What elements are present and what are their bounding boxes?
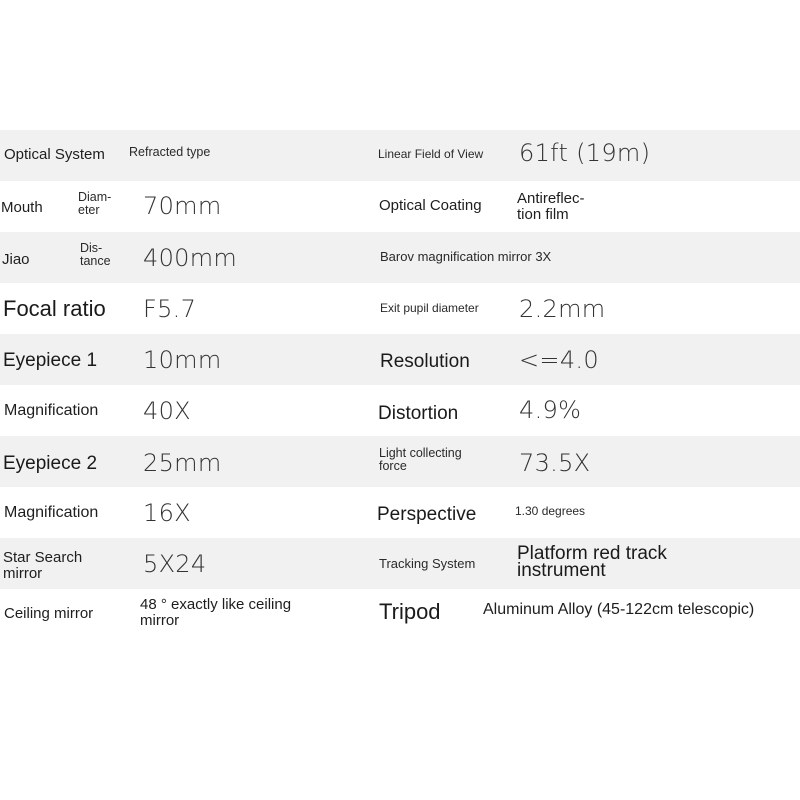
value-eyepiece-2: 25mm [143, 449, 222, 477]
spec-row-eyepiece-1 [0, 334, 800, 385]
spec-row-eyepiece-2 [0, 436, 800, 487]
label-light-collecting-force [379, 447, 499, 473]
spec-table [0, 130, 800, 640]
value-perspective: 1.30 degrees [515, 504, 586, 518]
value-tracking-system [517, 543, 717, 581]
label-resolution: Resolution [380, 351, 470, 372]
value-optical-coating [517, 191, 627, 223]
value-focal-distance: 400mm [143, 244, 238, 272]
value-linear-field-of-view: 61ft (19m) [519, 139, 651, 167]
label-star-search-mirror [3, 550, 123, 582]
value-magnification: 16X [143, 499, 191, 527]
label-perspective: Perspective [377, 504, 477, 525]
label-optical-coating: Optical Coating [379, 197, 482, 214]
label-tripod: Tripod [379, 599, 441, 624]
value-star-search-mirror: 5X24 [143, 550, 207, 578]
label-exit-pupil-diameter: Exit pupil diameter [380, 301, 479, 315]
label-eyepiece-1: Eyepiece 1 [3, 350, 98, 371]
value-ceiling-mirror-line-2: mirror [140, 611, 180, 629]
label-star-search-mirror-line-1: Star Search [3, 549, 83, 566]
label-ceiling-mirror: Ceiling mirror [4, 605, 94, 622]
value-resolution: <=4.0 [519, 346, 599, 374]
value-distortion: 4.9% [519, 396, 582, 424]
label-barov-magnification: Barov magnification mirror 3X [380, 249, 552, 264]
spec-row-ceiling-mirror [0, 589, 800, 640]
value-exit-pupil-diameter: 2.2mm [519, 295, 606, 323]
value-eyepiece-1: 10mm [143, 346, 222, 374]
value-tracking-system-line-1: Platform red track [517, 543, 667, 564]
value-optical-coating-line-2: tion film [517, 205, 569, 223]
label-diameter [78, 191, 126, 217]
label-jiao: Jiao [2, 251, 30, 268]
value-light-collecting-force: 73.5X [519, 449, 591, 477]
spec-row-magnification-40x [0, 385, 800, 436]
spec-row-mouth-diameter [0, 181, 800, 232]
label-distortion: Distortion [378, 403, 459, 424]
value-tripod: Aluminum Alloy (45-122cm telescopic) [483, 601, 755, 618]
label-tracking-system: Tracking System [379, 556, 476, 571]
label-mouth: Mouth [1, 199, 43, 216]
value-ceiling-mirror [140, 597, 340, 629]
label-light-collecting-force-line-1: Light collecting [379, 446, 462, 460]
value-tracking-system-line-2: instrument [517, 559, 606, 581]
value-optical-system: Refracted type [129, 145, 211, 159]
label-linear-field-of-view: Linear Field of View [378, 147, 484, 161]
spec-row-focal-ratio [0, 283, 800, 334]
spec-row-optical-system [0, 130, 800, 181]
label-focal-ratio: Focal ratio [3, 296, 106, 321]
spec-row-magnification-16x [0, 487, 800, 538]
label-eyepiece-2: Eyepiece 2 [3, 453, 98, 474]
spec-row-star-search-mirror [0, 538, 800, 589]
value-mouth-diameter: 70mm [143, 192, 222, 220]
value-magnification: 40X [143, 397, 191, 425]
label-light-collecting-force-line-2: force [379, 459, 407, 474]
label-star-search-mirror-line-2: mirror [3, 564, 43, 582]
value-focal-ratio: F5.7 [143, 295, 197, 323]
value-optical-coating-line-1: Antireflec- [517, 190, 585, 207]
label-distance-line-1: Dis- [80, 241, 103, 255]
label-diameter-line-1: Diam- [78, 190, 112, 204]
label-magnification: Magnification [4, 504, 99, 521]
label-distance [80, 242, 128, 268]
label-distance-line-2: tance [80, 254, 111, 269]
label-diameter-line-2: eter [78, 203, 100, 218]
label-magnification: Magnification [4, 402, 99, 419]
value-ceiling-mirror-line-1: 48 ° exactly like ceiling [140, 596, 292, 613]
spec-row-focal-distance [0, 232, 800, 283]
label-optical-system: Optical System [4, 146, 105, 163]
